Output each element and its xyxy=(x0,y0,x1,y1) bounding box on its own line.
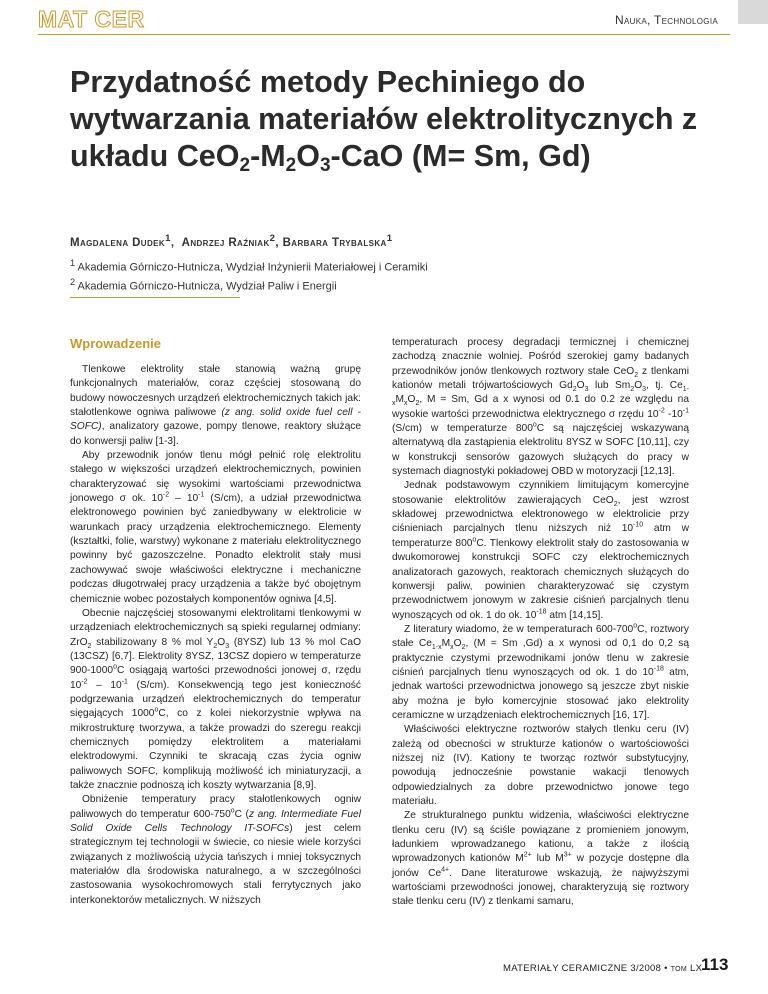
page-number: 113 xyxy=(701,955,729,974)
header-rule xyxy=(38,34,730,35)
affiliation-separator xyxy=(70,297,240,298)
article-title: Przydatność metody Pechiniego do wytwarzania materiałów elektrolitycznych z układu $CeO_2-M_2O_3$-CaO (M= Sm, Gd) xyxy=(70,65,698,176)
corner-tab xyxy=(738,0,768,24)
affiliations: $^1$ Akademia Górniczo-Hutnicza, Wydział Inżynierii Materiałowej i Ceramiki $^2$ Akademia Górniczo-Hutnicza, Wydział Paliw i Energii xyxy=(70,258,428,293)
journal-footer: MATERIAŁY CERAMICZNE 3/2008 • tom LX xyxy=(503,963,703,974)
body-column-left: Tlenkowe elektrolity stałe stanowią ważną grupę funkcjonalnych materiałów, coraz częściej stosowaną do budowy nowoczesnych urządzeń elektrochemicznych takich jak: stałotlenkowe ogniwa paliwowe (z ang. solid oxide fuel cell - SOFC), analizatory gazowe, pompy tlenowe, reaktory służące do konwersji paliw [1-3]. Aby przewodnik jonów tlenu mógł pełnić rolę elektrolitu stałego w większości urządzeń elektrochemicznych, powinien charakteryzować się wysokimi wartościami przewodnictwa jonowego σ ok. $10^{-2} - 10^{-1}$ (S/cm), a udział przewodnictwa elektronowego powinien być zaniedbywany w elektrolicie w warunkach pracy urządzenia elektrochemicznego. Elementy (kształtki, folie, warstwy) wykonane z materiału elektrolitycznego powinny być gazoszczelne. Ponadto elektrolit stały musi zachowywać swoje właściwości elektryczne i mechaniczne podczas długotrwałej pracy urządzenia a także być obojętnym chemicznie wobec pozostałych komponentów ogniwa [4,5]. Obecnie najczęściej stosowanymi elektrolitami tlenkowymi w urządzeniach elektrochemicznych są spieki regularnej odmiany: ZrO$_2$ stabilizowany 8 % mol $Y_2O_3$ (8YSZ) lub 13 % mol CaO (13CSZ) [6,7]. Elektrolity 8YSZ, 13CSZ dopiero w temperaturze 900-1000$^o$C osiągają wartości przewodności jonowej σ, rzędu $10^{-2} - 10^{-1}$ (S/cm). Konsekwencją tego jest konieczność podgrzewania urządzeń elektrochemicznych do temperatur sięgających 1000$^o$C, co z kolei niekorzystnie wpływa na mikrostrukturę tworzywa, a także prowadzi do szeregu reakcji chemicznych pomiędzy elektrolitem a materiałami elektrodowymi. Czynniki te skracają czas życia ogniw paliwowych SOFC, komplikują możliwość ich miniaturyzacji, a także znacznie podnoszą ich koszty wytwarzania [8,9]. Obniżenie temperatury pracy stałotlenkowych ogniw paliwowych do temperatur 600-750$^o$C (z ang. Intermediate Fuel Solid Oxide Cells Technology IT-SOFCs) jest celem strategicznym tej technologii w świecie, co niesie wiele korzyści związanych z możliwością użycia tańszych i mniej toksycznych materiałów dla środowiska naturalnego, a w szczególności zastosowania wysokochromowych stali ferrytycznych jako interkonektorów metalicznych. W niższych xyxy=(70,364,361,906)
author-list: Magdalena Dudek$^1$, Andrzej Raźniak$^2$, Barbara Trybalska$^1$ xyxy=(70,233,393,249)
section-heading: Wprowadzenie xyxy=(70,336,162,351)
body-column-right: temperaturach procesy degradacji termicznej i chemicznej zachodzą znacznie wolniej. Pośród szerokiej gamy badanych przewodników jonów tlenkowych roztwory stałe CeO$_2$ z tlenkami kationów metali trójwartościowych $Gd_2O_3$ lub $Sm_2O_3$, tj. $Ce_{1-x}M_xO_2$, M = Sm, Gd a x wynosi od 0.1 do 0.2 ze względu na wysokie wartości przewodnictwa elektrycznego σ rzędu $10^{-2}$ $-10^{-1}$ (S/cm) w temperaturze 800$^o$C są najczęściej wskazywaną alternatywą dla zastąpienia elektrolitu 8YSZ w SOFC [10,11], czy w konstrukcji sensorów gazowych służących do pracy w systemach diagnostyki pokładowej OBD w motoryzacji [12,13]. Jednak podstawowym czynnikiem limitującym komercyjne stosowanie elektrolitów zawierających CeO$_2$, jest wzrost składowej przewodnictwa elektronowego w elektrolicie przy ciśnieniach parcjalnych tlenu niższych niż $10^{-10}$ atm w temperaturze 800$^o$C. Tlenkowy elektrolit stały do zastosowania w dwukomorowej konstrukcji SOFC czy elektrochemicznych analizatorach gazowych, reaktorach chemicznych służących do konwersji paliw, powinien charakteryzować się czystym przewodnictwem jonowym w zakresie ciśnień parcjalnych tlenu wynoszących od ok. 1 do ok. $10^{-18}$ atm [14,15]. Z literatury wiadomo, że w temperaturach 600-700$^o$C, roztwory stałe $Ce_{1-x}M_xO_2$, (M = Sm ,Gd) a x wynosi od 0,1 do 0,2 są praktycznie czystymi przewodnikami jonów tlenu w zakresie ciśnień parcjalnych tlenu wynoszących od ok. 1 do $10^{-18}$ atm, jednak wartości przewodnictwa jonowego są jeszcze zbyt niskie aby można je było komercyjnie stosować jako elektrolity ceramiczne w urządzeniach elektrochemicznych [16, 17]. Właściwości elektryczne roztworów stałych tlenku ceru (IV) zależą od obecności w strukturze kationów o wartościowości niższej niż (IV). Kationy te tworząc roztwór substytucyjny, powodują jednocześnie powstanie wakacji tlenowych odpowiedzialnych za dobre przewodnictwo jonowe tego materiału. Ze strukturalnego punktu widzenia, właściwości elektryczne tlenku ceru (IV) są ściśle powiązane z promieniem jonowym, ładunkiem wprowadzanego kationu, a także z ilością wprowadzonych kationów $M^{2+}$ lub $M^{3+}$ w pozycje dostępne dla jonów $Ce^{4+}$. Dane literaturowe wskazują, że najwyższymi wartościami przewodności jonowej, charakteryzują się roztwory stałe tlenku ceru (IV) z tlenkami samaru, xyxy=(392,337,690,908)
journal-logo: MAT CER xyxy=(38,6,145,32)
section-label: Nauka, Technologia xyxy=(615,13,718,27)
